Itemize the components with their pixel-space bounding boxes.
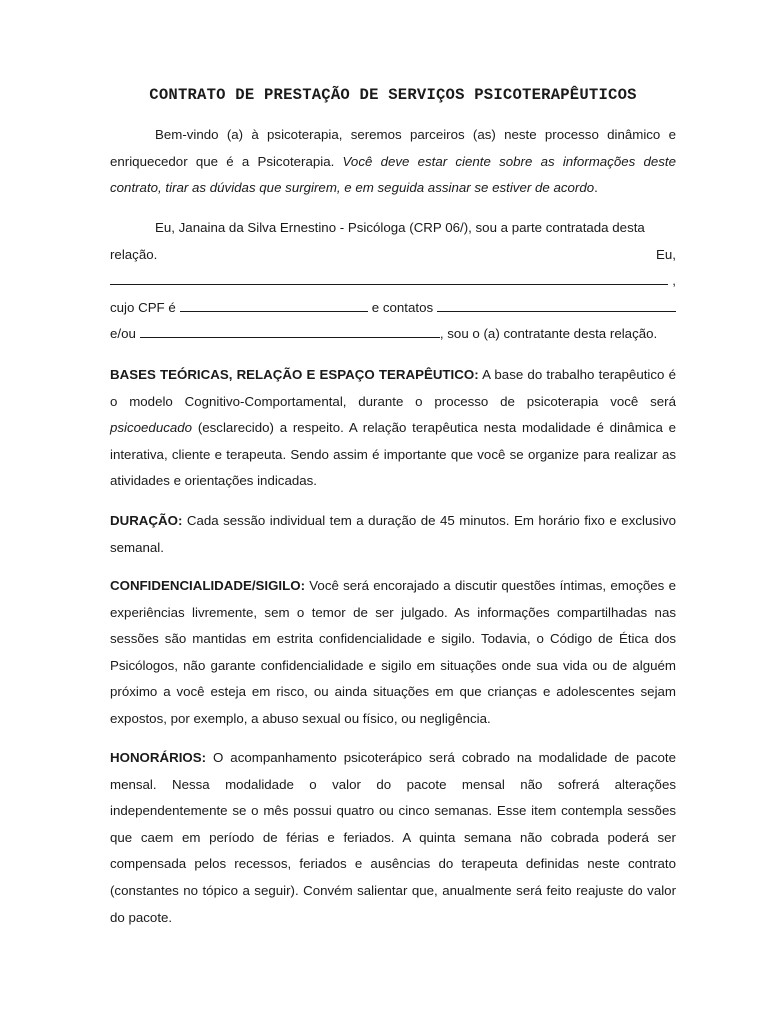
contacts-blank	[437, 310, 676, 312]
sigilo-text: Você será encorajado a discutir questões íntimas, emoções e experiências livremente, sem o temor de ser julgado. As informações compartilhadas nas sessões são mantidas em estrita confidencialidade e sigilo. Todavia, o Código de Ética dos Psicólogos, não garante confidencialidade e sigilo em situações onde sua vida ou de alguém próximo a você esteja em risco, ou ainda situações em que crianças e adolescentes sejam expostos, por exemplo, a abuso sexual ou físico, ou negligência.	[110, 578, 676, 726]
sigilo-heading: CONFIDENCIALIDADE/SIGILO:	[110, 578, 306, 593]
intro-italic-text: Você deve estar ciente sobre as informações deste contrato, tirar as dúvidas que surgirem, e em seguida assinar se estiver de acordo	[110, 153, 677, 196]
eu-text: Eu,	[656, 246, 676, 262]
duracao-paragraph	[110, 508, 676, 561]
bases-text-1: A base do trabalho terapêutico é o modelo Cognitivo-Comportamental, durante o processo de psicoterapia você será	[110, 367, 676, 409]
honorarios-text: O acompanhamento psicoterápico será cobrado na modalidade de pacote mensal. Nessa modalidade o valor do pacote mensal não sofrerá alterações independentemente se o mês possui quatro ou cinco semanas. Esse item contempla sessões que caem em período de férias e feriados. A quinta semana não cobrada poderá ser compensada pelos recessos, feriados e ausências do terapeuta definidas neste contrato (constantes no tópico a seguir). Convém salientar que, anualmente será feito reajuste do valor do pacote.	[110, 750, 676, 925]
honorarios-paragraph	[110, 745, 676, 931]
duracao-heading: DURAÇÃO:	[110, 513, 183, 528]
alt-contact-blank	[140, 336, 440, 338]
parties-paragraph	[110, 215, 676, 348]
parties-line-4	[110, 295, 676, 322]
parties-line-1	[110, 215, 676, 242]
intro-paragraph	[110, 122, 676, 202]
relation-text: relação.	[110, 246, 158, 262]
intro-text: Bem-vindo (a) à psicoterapia, seremos parceiros (as) neste processo dinâmico e enriquecedor que é a Psicoterapia.	[110, 127, 676, 169]
contracting-party-text: , sou o (a) contratante desta relação.	[439, 326, 658, 342]
contracted-party-text: Eu, Janaina da Silva Ernestino - Psicóloga (CRP 06/), sou a parte contratada desta	[155, 220, 645, 235]
eou-label: e/ou	[110, 326, 136, 342]
parties-line-5	[110, 321, 676, 348]
cpf-blank	[180, 310, 368, 312]
parties-line-2	[110, 242, 676, 269]
duracao-text: Cada sessão individual tem a duração de 45 minutos. Em horário fixo e exclusivo semanal.	[110, 513, 676, 555]
bases-paragraph	[110, 362, 676, 495]
document-title: CONTRATO DE PRESTAÇÃO DE SERVIÇOS PSICOTERAPÊUTICOS	[149, 86, 637, 104]
sigilo-paragraph	[110, 573, 676, 733]
client-name-blank	[110, 283, 668, 285]
intro-end: .	[594, 180, 598, 196]
contacts-label: e contatos	[371, 299, 434, 315]
parties-line-3	[110, 268, 676, 295]
comma-text: ,	[672, 273, 676, 289]
bases-italic-text: psicoeducado	[110, 420, 193, 436]
bases-heading: BASES TEÓRICAS, RELAÇÃO E ESPAÇO TERAPÊUTICO:	[110, 367, 479, 382]
honorarios-heading: HONORÁRIOS:	[110, 750, 207, 765]
cpf-label: cujo CPF é	[110, 299, 176, 315]
bases-text-2: (esclarecido) a respeito. A relação terapêutica nesta modalidade é dinâmica e interativa, cliente e terapeuta. Sendo assim é importante que você se organize para realizar as atividades e orientações indicadas.	[110, 420, 676, 489]
